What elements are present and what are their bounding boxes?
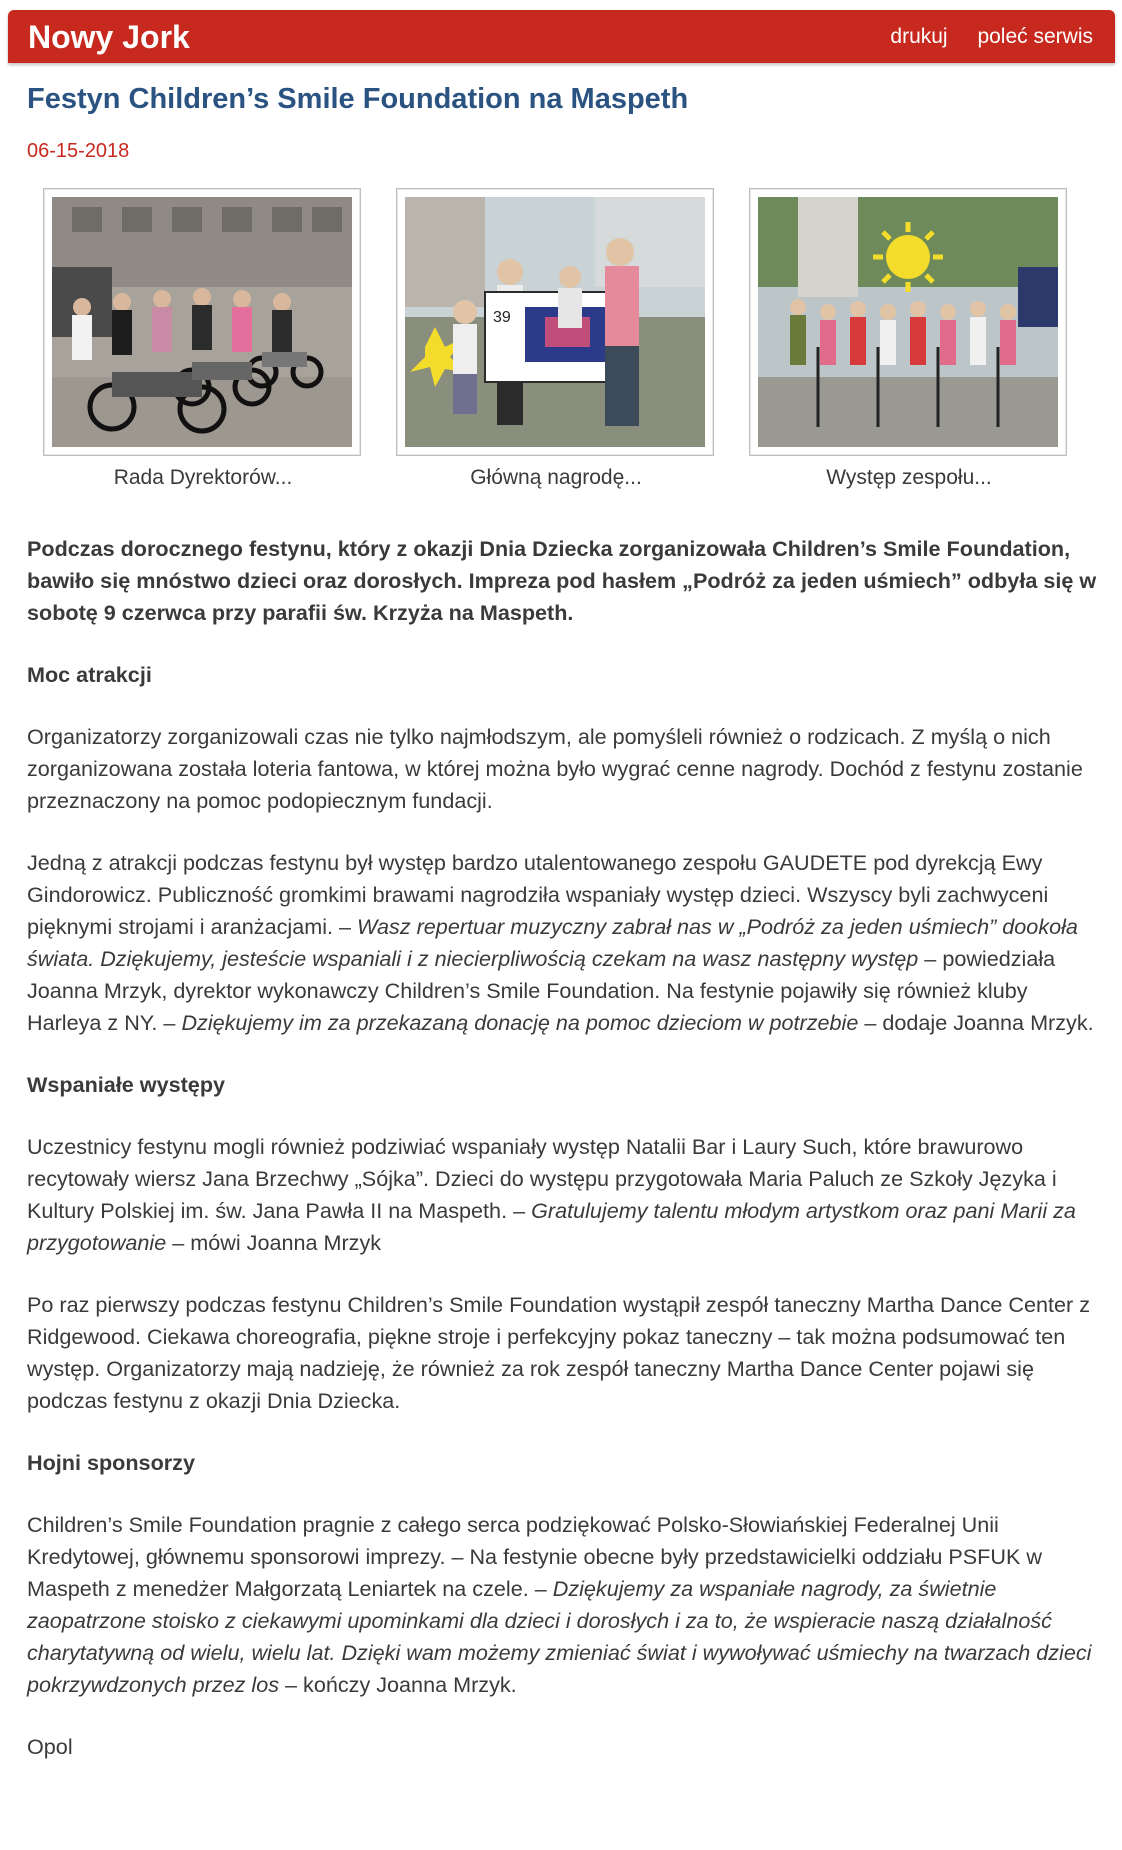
photo-motorcycles-icon: [52, 197, 352, 447]
recommend-link[interactable]: poleć serwis: [977, 25, 1093, 48]
section-title: Nowy Jork: [28, 19, 190, 55]
quote: Gratulujemy talentu młodym artystkom oraz pani Marii za przygotowanie: [27, 1198, 1076, 1255]
photo-thumbnail[interactable]: [43, 188, 361, 456]
author-signature: Opol: [27, 1734, 73, 1759]
paragraph: [27, 1509, 1102, 1701]
gallery-item-1[interactable]: [43, 188, 363, 490]
paragraph: [27, 847, 1102, 1039]
photo-gallery: [0, 188, 1122, 508]
text: – kończy Joanna Mrzyk.: [279, 1672, 517, 1697]
photo-tv-prize-icon: [405, 197, 705, 447]
site-header: [8, 10, 1115, 63]
text: – powiedziała Joanna Mrzyk, dyrektor wykonawczy Children’s Smile Foundation. Na festynie pojawiły się również kluby Harleya z NY. –: [27, 946, 1056, 1035]
article-date: 06-15-2018: [27, 140, 130, 162]
article-title: Festyn Children’s Smile Foundation na Maspeth: [27, 83, 689, 115]
quote: Dziękujemy im za przekazaną donację na pomoc dzieciom w potrzebie: [181, 1010, 859, 1035]
photo-performance-icon: [758, 197, 1058, 447]
paragraph: Po raz pierwszy podczas festynu Children’s Smile Foundation wystąpił zespół taneczny Martha Dance Center z Ridgewood. Ciekawa choreografia, piękne stroje i perfekcyjny pokaz taneczny – tak można podsumować ten występ. Organizatorzy mają nadzieję, że również za rok zespół taneczny Martha Dance Center pojawi się podczas festynu z okazji Dnia Dziecka.: [27, 1292, 1090, 1413]
gallery-item-3[interactable]: [749, 188, 1069, 490]
photo-caption: Rada Dyrektorów...: [113, 466, 293, 489]
photo-caption: Główną nagrodę...: [470, 466, 642, 489]
text: Uczestnicy festynu mogli również podziwiać wspaniały występ Natalii Bar i Laury Such, które brawurowo recytowały wiersz Jana Brzechwy „Sójka”. Dzieci do występu przygotowała Maria Paluch ze Szkoły Języka i Kultury Polskiej im. św. Jana Pawła II na Maspeth. –: [27, 1134, 1057, 1223]
subheading-performances: Wspaniałe występy: [27, 1072, 226, 1097]
text: Children’s Smile Foundation pragnie z całego serca podziękować Polsko-Słowiańskiej Federalnej Unii Kredytowej, głównemu sponsorowi imprezy. – Na festynie obecne były przedstawicielki oddziału PSFUK w Maspeth z menedżer Małgorzatą Leniartek na czele. –: [27, 1512, 1042, 1601]
quote: Dziękujemy za wspaniałe nagrody, za świetnie zaopatrzone stoisko z ciekawymi upominkami dla dzieci i dorosłych i za to, że wspieracie naszą działalność charytatywną od wielu, wielu lat. Dzięki wam możemy zmieniać świat i wywoływać uśmiechy na twarzach dzieci pokrzywdzonych przez los: [27, 1576, 1092, 1697]
paragraph: Organizatorzy zorganizowali czas nie tylko najmłodszym, ale pomyśleli również o rodzicach. Z myślą o nich zorganizowana została loteria fantowa, w której można było wygrać cenne nagrody. Dochód z festynu zostanie przeznaczony na pomoc podopiecznym fundacji.: [27, 724, 1083, 813]
svg-text:39: 39: [493, 309, 511, 326]
paragraph: [27, 1131, 1102, 1259]
text: Jedną z atrakcji podczas festynu był występ bardzo utalentowanego zespołu GAUDETE pod dyrekcją Ewy Gindorowicz. Publiczność gromkimi brawami nagrodziła wspaniały występ dzieci. Wszyscy byli zachwyceni pięknymi strojami i aranżacjami. –: [27, 850, 1049, 939]
print-link[interactable]: drukuj: [890, 25, 948, 48]
subheading-attractions: Moc atrakcji: [27, 662, 152, 687]
photo-caption: Występ zespołu...: [826, 466, 992, 489]
lead-paragraph: Podczas dorocznego festynu, który z okazji Dnia Dziecka zorganizowała Children’s Smile Foundation, bawiło się mnóstwo dzieci oraz dorosłych. Impreza pod hasłem „Podróż za jeden uśmiech” odbyła się w sobotę 9 czerwca przy parafii św. Krzyża na Maspeth.: [27, 536, 1097, 625]
text: – mówi Joanna Mrzyk: [166, 1230, 382, 1255]
quote: Wasz repertuar muzyczny zabrał nas w „Podróż za jeden uśmiech” dookoła świata. Dziękujemy, jesteście wspaniali i z niecierpliwością czekam na wasz następny występ: [27, 914, 1078, 971]
photo-thumbnail[interactable]: [749, 188, 1067, 456]
photo-thumbnail[interactable]: [396, 188, 714, 456]
article-body: [27, 533, 1102, 1793]
header-links: [866, 25, 1093, 49]
subheading-sponsors: Hojni sponsorzy: [27, 1450, 195, 1475]
gallery-item-2[interactable]: [396, 188, 716, 490]
text: – dodaje Joanna Mrzyk.: [858, 1010, 1094, 1035]
